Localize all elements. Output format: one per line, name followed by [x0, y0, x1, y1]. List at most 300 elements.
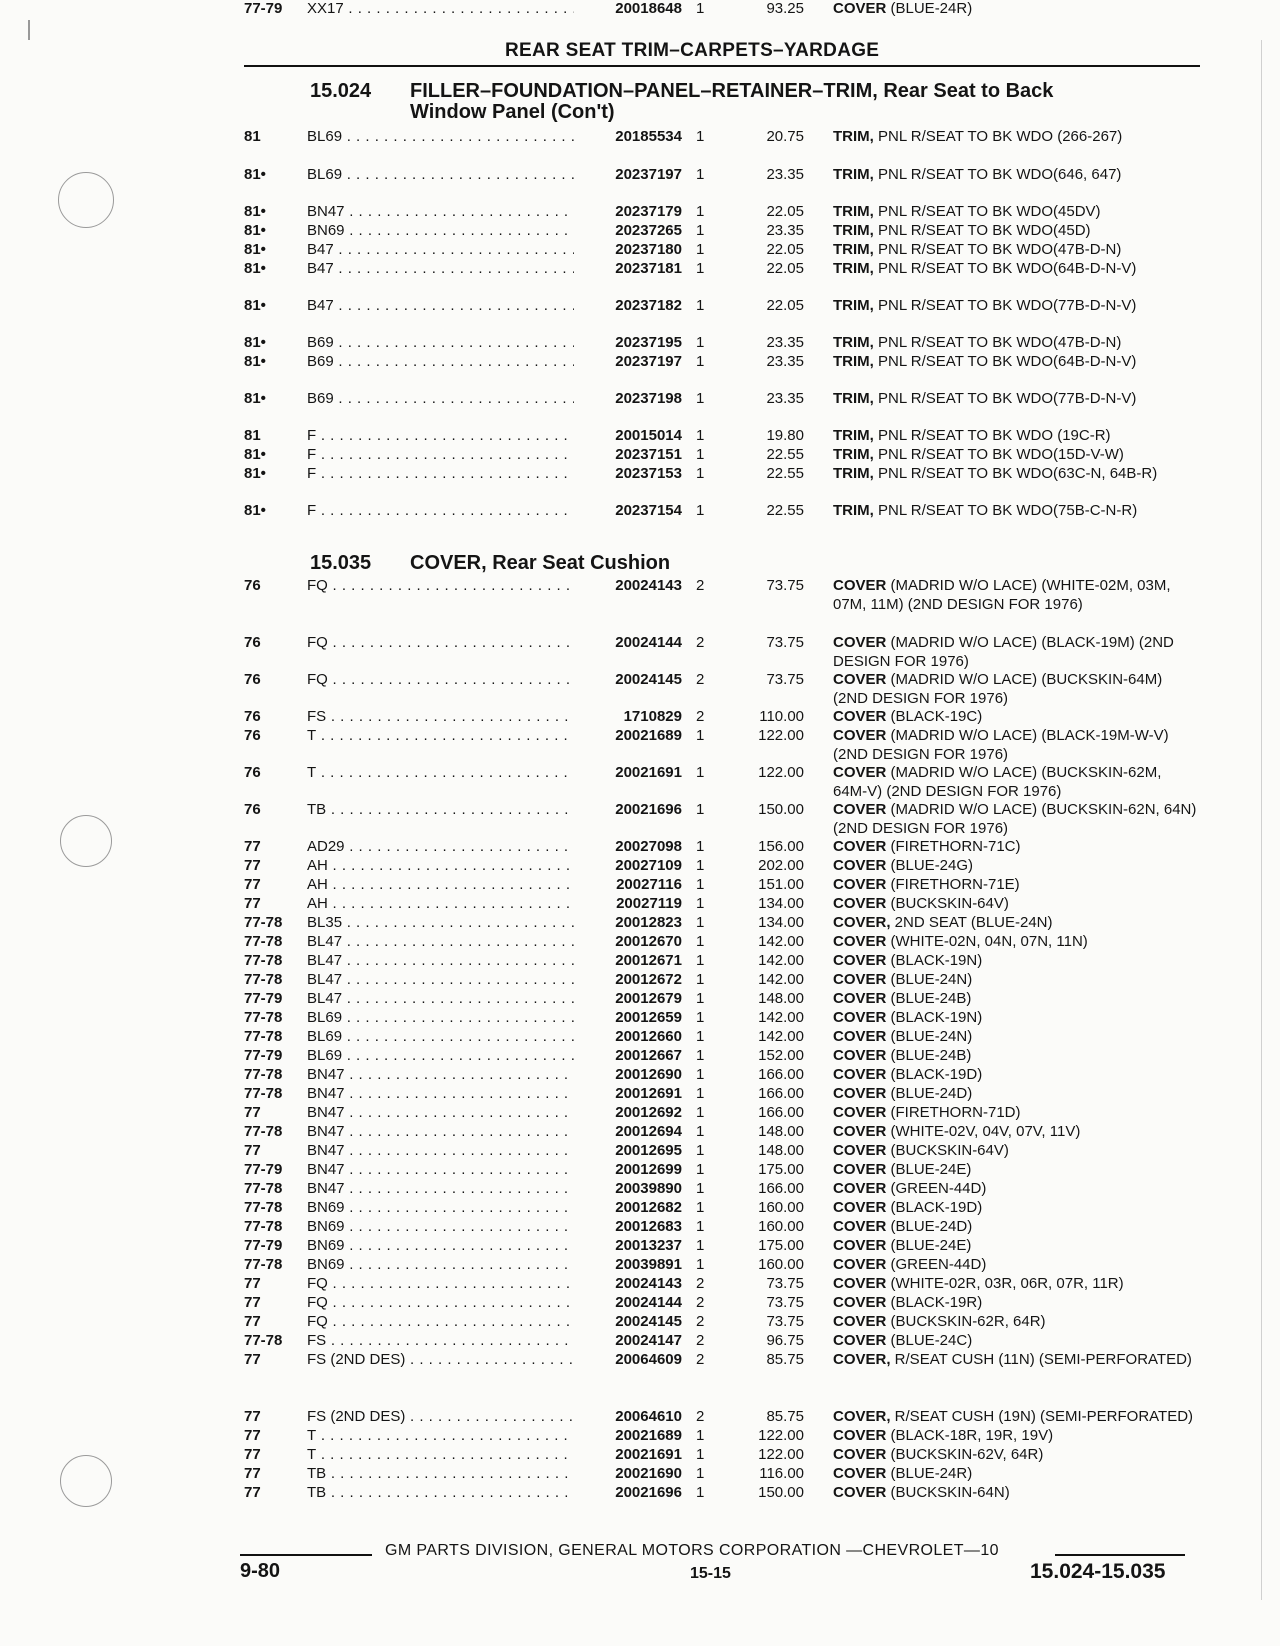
description-text: (BLUE-24B)	[886, 990, 972, 1007]
illustration-number: 77	[244, 876, 261, 893]
illustration-number: 77-79	[244, 0, 283, 17]
description-text: (BLACK-19C)	[886, 708, 983, 725]
item-name: COVER	[833, 971, 887, 988]
item-name: COVER,	[833, 1408, 891, 1425]
model-code: T . . .	[307, 1446, 574, 1465]
item-name: COVER	[833, 1085, 887, 1102]
description	[833, 502, 1199, 521]
description-text: R/SEAT CUSH (11N) (SEMI-PERFORATED)	[890, 1351, 1192, 1368]
quantity: 1	[696, 1237, 705, 1254]
quantity: 1	[696, 446, 705, 463]
description	[833, 801, 1199, 838]
model-code: BL47 . . .	[307, 990, 574, 1009]
part-number: 20012695	[574, 1142, 682, 1161]
quantity: 1	[696, 128, 705, 145]
illustration-number: 81•	[244, 166, 266, 183]
illustration-number: 77-78	[244, 1256, 283, 1273]
illustration-number: 77	[244, 1446, 261, 1463]
description	[833, 0, 1199, 19]
quantity: 1	[696, 502, 705, 519]
quantity: 1	[696, 1104, 705, 1121]
price: 142.00	[758, 971, 804, 988]
illustration-number: 76	[244, 708, 261, 725]
price: 20.75	[766, 128, 804, 145]
model-code: BL69 . . .	[307, 1047, 574, 1066]
part-number: 20024143	[574, 1275, 682, 1294]
model-code: XX17 . . .	[307, 0, 574, 19]
price: 148.00	[758, 1142, 804, 1159]
footer-rule	[240, 1554, 372, 1556]
description-text: (BLUE-24N)	[886, 971, 973, 988]
price: 22.55	[766, 502, 804, 519]
item-name: TRIM,	[833, 390, 874, 407]
part-number: 20237180	[574, 241, 682, 260]
description-text: (FIRETHORN-71D)	[886, 1104, 1021, 1121]
description-text: R/SEAT CUSH (19N) (SEMI-PERFORATED)	[890, 1408, 1194, 1425]
part-number: 20012667	[574, 1047, 682, 1066]
model-code: BL69 . . .	[307, 128, 574, 147]
description	[833, 1066, 1199, 1085]
item-name: COVER	[833, 933, 887, 950]
model-code: TB . . .	[307, 801, 574, 820]
description	[833, 1465, 1199, 1484]
price: 122.00	[758, 1446, 804, 1463]
price: 166.00	[758, 1066, 804, 1083]
item-name: COVER	[833, 1313, 887, 1330]
price: 122.00	[758, 727, 804, 744]
model-code: TB . . .	[307, 1484, 574, 1503]
item-name: COVER	[833, 990, 887, 1007]
quantity: 1	[696, 895, 705, 912]
item-name: COVER	[833, 1465, 887, 1482]
item-name: TRIM,	[833, 128, 874, 145]
item-name: COVER,	[833, 914, 891, 931]
quantity: 1	[696, 390, 705, 407]
part-number: 20027119	[574, 895, 682, 914]
part-number: 20013237	[574, 1237, 682, 1256]
price: 151.00	[758, 876, 804, 893]
description-text: (BLUE-24D)	[886, 1218, 973, 1235]
description-text: (FIRETHORN-71E)	[886, 876, 1020, 893]
quantity: 1	[696, 914, 705, 931]
part-number: 20012671	[574, 952, 682, 971]
description-text: (GREEN-44D)	[886, 1256, 987, 1273]
price: 85.75	[766, 1408, 804, 1425]
price: 19.80	[766, 427, 804, 444]
price: 73.75	[766, 577, 804, 594]
item-name: TRIM,	[833, 241, 874, 258]
quantity: 1	[696, 952, 705, 969]
model-code: AH . . .	[307, 876, 574, 895]
part-number: 20012660	[574, 1028, 682, 1047]
scan-right-edge	[1261, 40, 1262, 1600]
item-name: COVER	[833, 1294, 887, 1311]
item-name: TRIM,	[833, 334, 874, 351]
model-code: FQ . . .	[307, 671, 574, 690]
part-number: 20237197	[574, 353, 682, 372]
price: 23.35	[766, 166, 804, 183]
description-text: PNL R/SEAT TO BK WDO(64B-D-N-V)	[873, 260, 1137, 277]
quantity: 2	[696, 1332, 705, 1349]
item-name: COVER	[833, 764, 887, 781]
description-text: PNL R/SEAT TO BK WDO(77B-D-N-V)	[873, 390, 1137, 407]
quantity: 1	[696, 857, 705, 874]
part-number: 20064610	[574, 1408, 682, 1427]
description-text: (BLUE-24D)	[886, 1085, 973, 1102]
item-name: COVER	[833, 1142, 887, 1159]
description-text: (WHITE-02N, 04N, 07N, 11N)	[886, 933, 1088, 950]
illustration-number: 81	[244, 427, 261, 444]
part-number: 20024144	[574, 634, 682, 653]
part-number: 20012683	[574, 1218, 682, 1237]
description-text: PNL R/SEAT TO BK WDO(45D)	[873, 222, 1091, 239]
part-number: 20027098	[574, 838, 682, 857]
illustration-number: 77-78	[244, 1028, 283, 1045]
price: 160.00	[758, 1199, 804, 1216]
model-code: BN47 . . .	[307, 1123, 574, 1142]
description-text: PNL R/SEAT TO BK WDO(15D-V-W)	[873, 446, 1124, 463]
item-name: TRIM,	[833, 502, 874, 519]
model-code: B69 . . .	[307, 353, 574, 372]
illustration-number: 77-79	[244, 1047, 283, 1064]
model-code: BL47 . . .	[307, 933, 574, 952]
description	[833, 222, 1199, 241]
model-code: B47 . . .	[307, 260, 574, 279]
price: 166.00	[758, 1104, 804, 1121]
description	[833, 727, 1199, 764]
description-text: PNL R/SEAT TO BK WDO(646, 647)	[873, 166, 1122, 183]
description	[833, 1332, 1199, 1351]
price: 160.00	[758, 1218, 804, 1235]
quantity: 1	[696, 1123, 705, 1140]
price: 116.00	[759, 1465, 804, 1482]
section-number: 15.024	[310, 80, 372, 102]
part-number: 20012659	[574, 1009, 682, 1028]
part-number: 20064609	[574, 1351, 682, 1370]
quantity: 1	[696, 465, 705, 482]
model-code: F . . .	[307, 427, 574, 446]
item-name: COVER	[833, 727, 887, 744]
description	[833, 1009, 1199, 1028]
quantity: 1	[696, 203, 705, 220]
model-code: BN47 . . .	[307, 1104, 574, 1123]
item-name: COVER	[833, 1256, 887, 1273]
item-name: TRIM,	[833, 465, 874, 482]
description	[833, 1275, 1199, 1294]
part-number: 20012679	[574, 990, 682, 1009]
quantity: 1	[696, 297, 705, 314]
illustration-number: 77	[244, 1142, 261, 1159]
illustration-number: 77-79	[244, 1237, 283, 1254]
quantity: 1	[696, 1465, 705, 1482]
item-name: COVER	[833, 1332, 887, 1349]
part-number: 1710829	[574, 708, 682, 727]
model-code: FQ . . .	[307, 634, 574, 653]
description	[833, 1484, 1199, 1503]
model-code: TB . . .	[307, 1465, 574, 1484]
part-number: 20237153	[574, 465, 682, 484]
part-number: 20012699	[574, 1161, 682, 1180]
model-code: FQ . . .	[307, 1313, 574, 1332]
item-name: TRIM,	[833, 353, 874, 370]
price: 73.75	[766, 1294, 804, 1311]
description	[833, 857, 1199, 876]
illustration-number: 77	[244, 1313, 261, 1330]
item-name: TRIM,	[833, 446, 874, 463]
description	[833, 914, 1199, 933]
price: 23.35	[766, 334, 804, 351]
quantity: 1	[696, 801, 705, 818]
description	[833, 241, 1199, 260]
model-code: FS (2ND DES) . . .	[307, 1408, 574, 1427]
illustration-number: 77	[244, 1294, 261, 1311]
item-name: COVER	[833, 1123, 887, 1140]
description	[833, 838, 1199, 857]
quantity: 2	[696, 1313, 705, 1330]
price: 142.00	[758, 933, 804, 950]
description-text: (BLACK-19D)	[886, 1066, 983, 1083]
illustration-number: 77-78	[244, 1332, 283, 1349]
item-name: COVER	[833, 895, 887, 912]
description-text: PNL R/SEAT TO BK WDO(63C-N, 64B-R)	[873, 465, 1158, 482]
description	[833, 1104, 1199, 1123]
item-name: COVER	[833, 1066, 887, 1083]
price: 23.35	[766, 353, 804, 370]
description-text: (BLUE-24B)	[886, 1047, 972, 1064]
price: 22.55	[766, 446, 804, 463]
item-name: COVER	[833, 1028, 887, 1045]
quantity: 1	[696, 1028, 705, 1045]
model-code: BN47 . . .	[307, 1180, 574, 1199]
model-code: BN69 . . .	[307, 1256, 574, 1275]
item-name: COVER	[833, 1237, 887, 1254]
description	[833, 1085, 1199, 1104]
item-name: COVER	[833, 708, 887, 725]
model-code: F . . .	[307, 446, 574, 465]
part-number: 20237182	[574, 297, 682, 316]
model-code: FQ . . .	[307, 1294, 574, 1313]
item-name: COVER	[833, 634, 887, 651]
model-code: B69 . . .	[307, 334, 574, 353]
price: 202.00	[758, 857, 804, 874]
quantity: 1	[696, 971, 705, 988]
item-name: TRIM,	[833, 260, 874, 277]
quantity: 1	[696, 166, 705, 183]
part-number: 20024143	[574, 577, 682, 596]
item-name: COVER	[833, 1484, 887, 1501]
illustration-number: 81•	[244, 222, 266, 239]
illustration-number: 81•	[244, 353, 266, 370]
description-text: PNL R/SEAT TO BK WDO(75B-C-N-R)	[873, 502, 1138, 519]
description-text: PNL R/SEAT TO BK WDO(47B-D-N)	[873, 241, 1122, 258]
model-code: F . . .	[307, 502, 574, 521]
illustration-number: 77	[244, 1427, 261, 1444]
part-number: 20021690	[574, 1465, 682, 1484]
description	[833, 1446, 1199, 1465]
item-name: COVER	[833, 838, 887, 855]
quantity: 1	[696, 353, 705, 370]
part-number: 20012672	[574, 971, 682, 990]
price: 93.25	[766, 0, 804, 17]
illustration-number: 77-79	[244, 1161, 283, 1178]
description-text: PNL R/SEAT TO BK WDO (266-267)	[873, 128, 1123, 145]
description	[833, 876, 1199, 895]
price: 23.35	[766, 222, 804, 239]
part-number: 20012823	[574, 914, 682, 933]
part-number: 20021691	[574, 764, 682, 783]
section-title: FILLER–FOUNDATION–PANEL–RETAINER–TRIM, Rear Seat to Back	[410, 80, 1054, 102]
illustration-number: 76	[244, 634, 261, 651]
item-name: COVER	[833, 876, 887, 893]
model-code: T . . .	[307, 727, 574, 746]
description-text: (BUCKSKIN-62V, 64R)	[886, 1446, 1044, 1463]
item-name: COVER	[833, 801, 887, 818]
model-code: BN69 . . .	[307, 222, 574, 241]
item-name: COVER	[833, 1218, 887, 1235]
part-number: 20024145	[574, 1313, 682, 1332]
illustration-number: 81•	[244, 203, 266, 220]
illustration-number: 77	[244, 1408, 261, 1425]
description-text: (BLACK-19D)	[886, 1199, 983, 1216]
item-name: COVER	[833, 577, 887, 594]
footer-section-range: 15.024-15.035	[1030, 1560, 1166, 1583]
part-number: 20237197	[574, 166, 682, 185]
description	[833, 465, 1199, 484]
quantity: 1	[696, 241, 705, 258]
description-text: (BLACK-19R)	[886, 1294, 983, 1311]
description-text: (BUCKSKIN-64N)	[886, 1484, 1010, 1501]
part-number: 20237151	[574, 446, 682, 465]
illustration-number: 77-78	[244, 1085, 283, 1102]
description-text: (BLUE-24C)	[886, 1332, 973, 1349]
part-number: 20237195	[574, 334, 682, 353]
description-text: (BLUE-24R)	[886, 0, 973, 17]
item-name: COVER	[833, 1446, 887, 1463]
price: 110.00	[759, 708, 804, 725]
quantity: 1	[696, 1066, 705, 1083]
quantity: 1	[696, 1256, 705, 1273]
item-name: TRIM,	[833, 427, 874, 444]
illustration-number: 77	[244, 838, 261, 855]
description	[833, 166, 1199, 185]
price: 73.75	[766, 634, 804, 651]
price: 22.05	[766, 203, 804, 220]
description-text: (BUCKSKIN-64V)	[886, 1142, 1009, 1159]
description	[833, 1294, 1199, 1313]
item-name: COVER	[833, 1199, 887, 1216]
part-number: 20021691	[574, 1446, 682, 1465]
quantity: 2	[696, 1408, 705, 1425]
part-number: 20015014	[574, 427, 682, 446]
footer-rule	[1055, 1554, 1185, 1556]
item-name: TRIM,	[833, 203, 874, 220]
description-text: (MADRID W/O LACE) (BUCKSKIN-62M, 64M-V) (2ND DESIGN FOR 1976)	[833, 764, 1162, 800]
description-text: (MADRID W/O LACE) (WHITE-02M, 03M, 07M, 11M) (2ND DESIGN FOR 1976)	[833, 577, 1171, 613]
description	[833, 353, 1199, 372]
part-number: 20185534	[574, 128, 682, 147]
model-code: BL47 . . .	[307, 952, 574, 971]
part-number: 20237181	[574, 260, 682, 279]
model-code: FS . . .	[307, 1332, 574, 1351]
description	[833, 1028, 1199, 1047]
model-code: F . . .	[307, 465, 574, 484]
description	[833, 260, 1199, 279]
description	[833, 1313, 1199, 1332]
part-number: 20021689	[574, 1427, 682, 1446]
quantity: 1	[696, 0, 705, 17]
item-name: COVER	[833, 0, 887, 17]
illustration-number: 77-78	[244, 1218, 283, 1235]
description	[833, 297, 1199, 316]
illustration-number: 77	[244, 857, 261, 874]
footer-publisher: GM PARTS DIVISION, GENERAL MOTORS CORPORATION —CHEVROLET—10	[385, 1542, 999, 1559]
binder-hole-icon	[60, 815, 112, 867]
description	[833, 1237, 1199, 1256]
item-name: COVER	[833, 671, 887, 688]
part-number: 20012670	[574, 933, 682, 952]
model-code: BN47 . . .	[307, 1066, 574, 1085]
item-name: COVER	[833, 1180, 887, 1197]
price: 166.00	[758, 1085, 804, 1102]
model-code: B47 . . .	[307, 241, 574, 260]
description-text: (BLUE-24R)	[886, 1465, 973, 1482]
quantity: 2	[696, 634, 705, 651]
illustration-number: 76	[244, 577, 261, 594]
item-name: COVER	[833, 1104, 887, 1121]
quantity: 2	[696, 708, 705, 725]
quantity: 1	[696, 222, 705, 239]
section-heading-15-035	[310, 553, 670, 574]
part-number: 20024145	[574, 671, 682, 690]
part-number: 20012692	[574, 1104, 682, 1123]
illustration-number: 81•	[244, 502, 266, 519]
description-text: (BLACK-18R, 19R, 19V)	[886, 1427, 1054, 1444]
item-name: TRIM,	[833, 297, 874, 314]
price: 150.00	[758, 801, 804, 818]
model-code: B47 . . .	[307, 297, 574, 316]
section-title: COVER, Rear Seat Cushion	[410, 552, 671, 574]
description	[833, 1408, 1199, 1427]
description-text: (MADRID W/O LACE) (BUCKSKIN-62N, 64N) (2ND DESIGN FOR 1976)	[833, 801, 1197, 837]
quantity: 2	[696, 1275, 705, 1292]
model-code: BL69 . . .	[307, 1028, 574, 1047]
description	[833, 671, 1199, 708]
price: 22.55	[766, 465, 804, 482]
section-title-continued: Window Panel (Con't)	[410, 101, 615, 123]
illustration-number: 77-78	[244, 1199, 283, 1216]
illustration-number: 76	[244, 764, 261, 781]
quantity: 1	[696, 876, 705, 893]
description-text: PNL R/SEAT TO BK WDO(47B-D-N)	[873, 334, 1122, 351]
model-code: AH . . .	[307, 895, 574, 914]
quantity: 1	[696, 1085, 705, 1102]
price: 148.00	[758, 1123, 804, 1140]
price: 22.05	[766, 241, 804, 258]
part-number: 20027116	[574, 876, 682, 895]
price: 142.00	[758, 1009, 804, 1026]
illustration-number: 76	[244, 671, 261, 688]
price: 122.00	[758, 1427, 804, 1444]
price: 166.00	[758, 1180, 804, 1197]
price: 150.00	[758, 1484, 804, 1501]
illustration-number: 77-78	[244, 952, 283, 969]
part-number: 20237154	[574, 502, 682, 521]
part-number: 20018648	[574, 0, 682, 19]
illustration-number: 81•	[244, 446, 266, 463]
model-code: BN47 . . .	[307, 203, 574, 222]
quantity: 1	[696, 727, 705, 744]
description	[833, 334, 1199, 353]
